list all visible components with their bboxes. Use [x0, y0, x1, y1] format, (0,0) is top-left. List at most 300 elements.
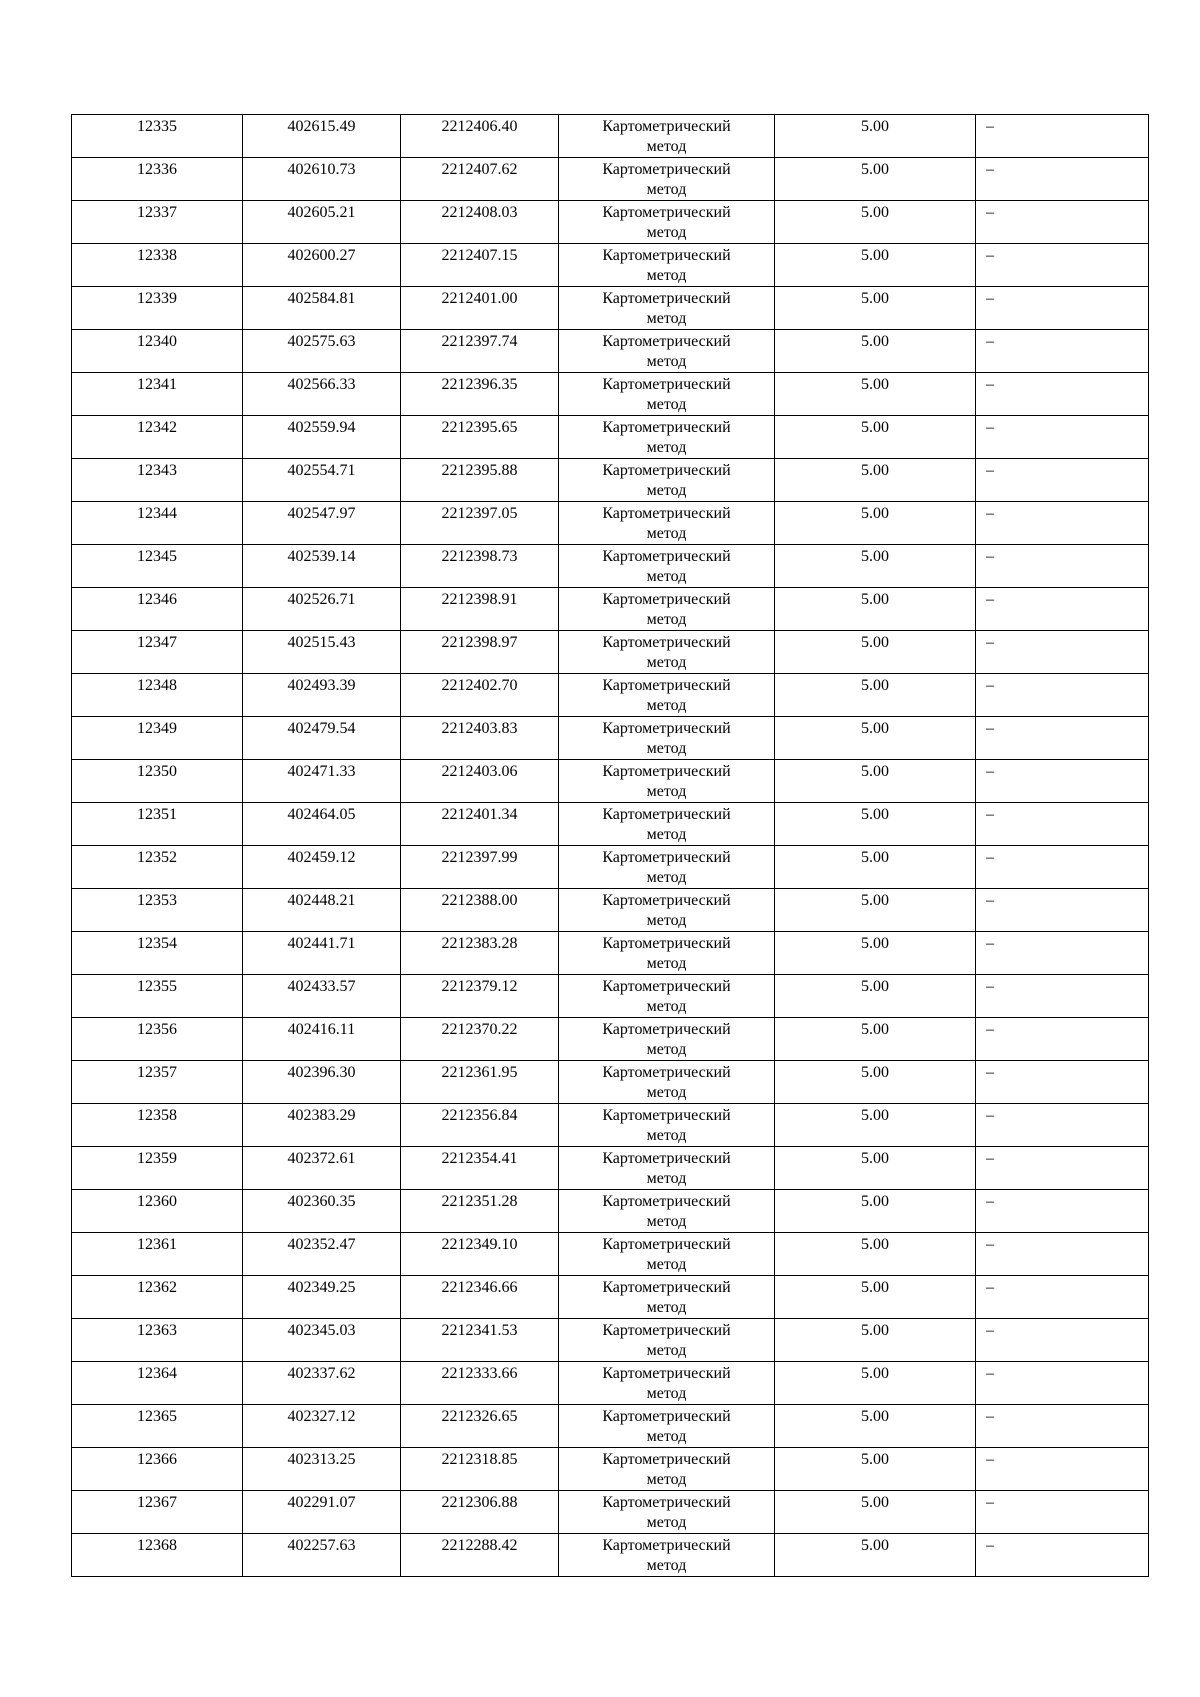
x-coordinate-cell: 402327.12 — [243, 1405, 401, 1448]
point-number-cell: 12360 — [72, 1190, 243, 1233]
method-cell — [559, 373, 775, 416]
note-cell: – — [976, 1190, 1149, 1233]
note-cell: – — [976, 1534, 1149, 1577]
accuracy-cell: 5.00 — [775, 1147, 976, 1190]
method-text-line: Картометрический — [602, 290, 731, 307]
y-coordinate-cell: 2212401.34 — [401, 803, 559, 846]
accuracy-cell: 5.00 — [775, 1448, 976, 1491]
y-coordinate-cell: 2212402.70 — [401, 674, 559, 717]
y-coordinate-cell: 2212354.41 — [401, 1147, 559, 1190]
method-text-line: Картометрический — [602, 1236, 731, 1253]
method-cell — [559, 889, 775, 932]
point-number-cell: 12339 — [72, 287, 243, 330]
y-coordinate-cell: 2212379.12 — [401, 975, 559, 1018]
note-cell: – — [976, 287, 1149, 330]
method-text-line: метод — [646, 353, 687, 370]
method-text-line: метод — [646, 998, 687, 1015]
note-cell: – — [976, 717, 1149, 760]
method-text-line: метод — [646, 568, 687, 585]
table-row — [72, 889, 1149, 932]
y-coordinate-cell: 2212407.15 — [401, 244, 559, 287]
note-cell: – — [976, 502, 1149, 545]
method-text-line: Картометрический — [602, 1365, 731, 1382]
y-coordinate-cell: 2212396.35 — [401, 373, 559, 416]
y-coordinate-cell: 2212370.22 — [401, 1018, 559, 1061]
accuracy-cell: 5.00 — [775, 760, 976, 803]
x-coordinate-cell: 402615.49 — [243, 115, 401, 158]
x-coordinate-cell: 402441.71 — [243, 932, 401, 975]
note-cell: – — [976, 1362, 1149, 1405]
note-cell: – — [976, 631, 1149, 674]
table-row — [72, 287, 1149, 330]
note-cell: – — [976, 1147, 1149, 1190]
accuracy-cell: 5.00 — [775, 1018, 976, 1061]
table-row — [72, 1405, 1149, 1448]
x-coordinate-cell: 402559.94 — [243, 416, 401, 459]
point-number-cell: 12363 — [72, 1319, 243, 1362]
method-text-line: Картометрический — [602, 118, 731, 135]
accuracy-cell: 5.00 — [775, 674, 976, 717]
note-cell: – — [976, 846, 1149, 889]
point-number-cell: 12335 — [72, 115, 243, 158]
method-text-line: метод — [646, 611, 687, 628]
method-cell — [559, 459, 775, 502]
point-number-cell: 12341 — [72, 373, 243, 416]
point-number-cell: 12347 — [72, 631, 243, 674]
table-row — [72, 1276, 1149, 1319]
method-cell — [559, 631, 775, 674]
method-text-line: Картометрический — [602, 677, 731, 694]
y-coordinate-cell: 2212395.65 — [401, 416, 559, 459]
method-text-line: Картометрический — [602, 806, 731, 823]
accuracy-cell: 5.00 — [775, 588, 976, 631]
y-coordinate-cell: 2212397.99 — [401, 846, 559, 889]
point-number-cell: 12367 — [72, 1491, 243, 1534]
x-coordinate-cell: 402416.11 — [243, 1018, 401, 1061]
x-coordinate-cell: 402479.54 — [243, 717, 401, 760]
y-coordinate-cell: 2212326.65 — [401, 1405, 559, 1448]
method-text-line: Картометрический — [602, 462, 731, 479]
method-text-line: Картометрический — [602, 1494, 731, 1511]
point-number-cell: 12343 — [72, 459, 243, 502]
accuracy-cell: 5.00 — [775, 459, 976, 502]
coordinates-table — [71, 114, 1149, 1577]
accuracy-cell: 5.00 — [775, 158, 976, 201]
method-cell — [559, 1233, 775, 1276]
note-cell: – — [976, 975, 1149, 1018]
y-coordinate-cell: 2212408.03 — [401, 201, 559, 244]
x-coordinate-cell: 402433.57 — [243, 975, 401, 1018]
method-cell — [559, 502, 775, 545]
method-text-line: метод — [646, 912, 687, 929]
note-cell: – — [976, 674, 1149, 717]
x-coordinate-cell: 402372.61 — [243, 1147, 401, 1190]
table-row — [72, 1319, 1149, 1362]
point-number-cell: 12346 — [72, 588, 243, 631]
method-cell — [559, 1104, 775, 1147]
note-cell: – — [976, 373, 1149, 416]
method-text-line: метод — [646, 1342, 687, 1359]
method-cell — [559, 158, 775, 201]
point-number-cell: 12364 — [72, 1362, 243, 1405]
note-cell: – — [976, 115, 1149, 158]
method-text-line: метод — [646, 138, 687, 155]
x-coordinate-cell: 402349.25 — [243, 1276, 401, 1319]
note-cell: – — [976, 1061, 1149, 1104]
method-text-line: метод — [646, 482, 687, 499]
method-text-line: метод — [646, 1299, 687, 1316]
table-row — [72, 545, 1149, 588]
accuracy-cell: 5.00 — [775, 1233, 976, 1276]
coordinates-table-body — [72, 115, 1149, 1577]
note-cell: – — [976, 588, 1149, 631]
table-row — [72, 1190, 1149, 1233]
x-coordinate-cell: 402526.71 — [243, 588, 401, 631]
method-text-line: Картометрический — [602, 1021, 731, 1038]
method-text-line: метод — [646, 697, 687, 714]
method-text-line: метод — [646, 869, 687, 886]
method-text-line: Картометрический — [602, 591, 731, 608]
note-cell: – — [976, 1491, 1149, 1534]
method-cell — [559, 846, 775, 889]
x-coordinate-cell: 402352.47 — [243, 1233, 401, 1276]
method-cell — [559, 1491, 775, 1534]
x-coordinate-cell: 402584.81 — [243, 287, 401, 330]
method-cell — [559, 1276, 775, 1319]
accuracy-cell: 5.00 — [775, 631, 976, 674]
method-text-line: метод — [646, 1385, 687, 1402]
table-row — [72, 459, 1149, 502]
accuracy-cell: 5.00 — [775, 244, 976, 287]
table-row — [72, 158, 1149, 201]
table-row — [72, 588, 1149, 631]
y-coordinate-cell: 2212318.85 — [401, 1448, 559, 1491]
x-coordinate-cell: 402360.35 — [243, 1190, 401, 1233]
point-number-cell: 12359 — [72, 1147, 243, 1190]
method-cell — [559, 330, 775, 373]
method-text-line: метод — [646, 525, 687, 542]
accuracy-cell: 5.00 — [775, 115, 976, 158]
y-coordinate-cell: 2212398.91 — [401, 588, 559, 631]
document-page — [71, 114, 1148, 1577]
note-cell: – — [976, 459, 1149, 502]
point-number-cell: 12352 — [72, 846, 243, 889]
method-cell — [559, 1061, 775, 1104]
method-cell — [559, 201, 775, 244]
note-cell: – — [976, 244, 1149, 287]
x-coordinate-cell: 402605.21 — [243, 201, 401, 244]
method-text-line: Картометрический — [602, 204, 731, 221]
table-row — [72, 1233, 1149, 1276]
y-coordinate-cell: 2212388.00 — [401, 889, 559, 932]
method-cell — [559, 1319, 775, 1362]
method-cell — [559, 674, 775, 717]
method-text-line: метод — [646, 396, 687, 413]
table-row — [72, 631, 1149, 674]
x-coordinate-cell: 402515.43 — [243, 631, 401, 674]
x-coordinate-cell: 402383.29 — [243, 1104, 401, 1147]
table-row — [72, 1362, 1149, 1405]
note-cell: – — [976, 201, 1149, 244]
point-number-cell: 12357 — [72, 1061, 243, 1104]
point-number-cell: 12361 — [72, 1233, 243, 1276]
y-coordinate-cell: 2212351.28 — [401, 1190, 559, 1233]
y-coordinate-cell: 2212288.42 — [401, 1534, 559, 1577]
point-number-cell: 12337 — [72, 201, 243, 244]
method-text-line: метод — [646, 1428, 687, 1445]
accuracy-cell: 5.00 — [775, 1276, 976, 1319]
method-text-line: метод — [646, 654, 687, 671]
y-coordinate-cell: 2212306.88 — [401, 1491, 559, 1534]
method-text-line: Картометрический — [602, 849, 731, 866]
point-number-cell: 12348 — [72, 674, 243, 717]
method-text-line: Картометрический — [602, 419, 731, 436]
method-text-line: метод — [646, 1127, 687, 1144]
y-coordinate-cell: 2212383.28 — [401, 932, 559, 975]
method-text-line: метод — [646, 1170, 687, 1187]
accuracy-cell: 5.00 — [775, 1104, 976, 1147]
point-number-cell: 12349 — [72, 717, 243, 760]
method-text-line: Картометрический — [602, 1451, 731, 1468]
method-text-line: Картометрический — [602, 1408, 731, 1425]
y-coordinate-cell: 2212361.95 — [401, 1061, 559, 1104]
method-text-line: Картометрический — [602, 892, 731, 909]
method-cell — [559, 932, 775, 975]
x-coordinate-cell: 402471.33 — [243, 760, 401, 803]
x-coordinate-cell: 402337.62 — [243, 1362, 401, 1405]
method-text-line: метод — [646, 955, 687, 972]
method-cell — [559, 244, 775, 287]
point-number-cell: 12353 — [72, 889, 243, 932]
x-coordinate-cell: 402566.33 — [243, 373, 401, 416]
accuracy-cell: 5.00 — [775, 1534, 976, 1577]
method-text-line: метод — [646, 1514, 687, 1531]
x-coordinate-cell: 402345.03 — [243, 1319, 401, 1362]
y-coordinate-cell: 2212346.66 — [401, 1276, 559, 1319]
method-cell — [559, 115, 775, 158]
y-coordinate-cell: 2212349.10 — [401, 1233, 559, 1276]
method-text-line: метод — [646, 267, 687, 284]
accuracy-cell: 5.00 — [775, 287, 976, 330]
table-row — [72, 932, 1149, 975]
accuracy-cell: 5.00 — [775, 201, 976, 244]
note-cell: – — [976, 416, 1149, 459]
method-cell — [559, 1448, 775, 1491]
point-number-cell: 12351 — [72, 803, 243, 846]
accuracy-cell: 5.00 — [775, 502, 976, 545]
table-row — [72, 1448, 1149, 1491]
note-cell: – — [976, 760, 1149, 803]
note-cell: – — [976, 1018, 1149, 1061]
note-cell: – — [976, 889, 1149, 932]
method-text-line: метод — [646, 1557, 687, 1574]
table-row — [72, 717, 1149, 760]
table-row — [72, 803, 1149, 846]
point-number-cell: 12354 — [72, 932, 243, 975]
method-cell — [559, 545, 775, 588]
point-number-cell: 12344 — [72, 502, 243, 545]
x-coordinate-cell: 402610.73 — [243, 158, 401, 201]
y-coordinate-cell: 2212398.97 — [401, 631, 559, 674]
accuracy-cell: 5.00 — [775, 545, 976, 588]
table-row — [72, 373, 1149, 416]
y-coordinate-cell: 2212333.66 — [401, 1362, 559, 1405]
y-coordinate-cell: 2212397.74 — [401, 330, 559, 373]
method-cell — [559, 1534, 775, 1577]
method-text-line: Картометрический — [602, 634, 731, 651]
method-cell — [559, 287, 775, 330]
table-row — [72, 846, 1149, 889]
method-cell — [559, 1405, 775, 1448]
point-number-cell: 12356 — [72, 1018, 243, 1061]
y-coordinate-cell: 2212403.83 — [401, 717, 559, 760]
table-row — [72, 760, 1149, 803]
method-text-line: метод — [646, 310, 687, 327]
table-row — [72, 674, 1149, 717]
y-coordinate-cell: 2212356.84 — [401, 1104, 559, 1147]
method-text-line: Картометрический — [602, 720, 731, 737]
method-text-line: Картометрический — [602, 1193, 731, 1210]
method-cell — [559, 803, 775, 846]
accuracy-cell: 5.00 — [775, 1061, 976, 1104]
method-cell — [559, 1362, 775, 1405]
table-row — [72, 330, 1149, 373]
point-number-cell: 12342 — [72, 416, 243, 459]
table-row — [72, 1147, 1149, 1190]
x-coordinate-cell: 402539.14 — [243, 545, 401, 588]
x-coordinate-cell: 402464.05 — [243, 803, 401, 846]
method-cell — [559, 1018, 775, 1061]
method-cell — [559, 975, 775, 1018]
table-row — [72, 1534, 1149, 1577]
x-coordinate-cell: 402554.71 — [243, 459, 401, 502]
point-number-cell: 12358 — [72, 1104, 243, 1147]
method-cell — [559, 1147, 775, 1190]
x-coordinate-cell: 402600.27 — [243, 244, 401, 287]
point-number-cell: 12336 — [72, 158, 243, 201]
point-number-cell: 12345 — [72, 545, 243, 588]
x-coordinate-cell: 402575.63 — [243, 330, 401, 373]
table-row — [72, 1104, 1149, 1147]
x-coordinate-cell: 402493.39 — [243, 674, 401, 717]
note-cell: – — [976, 158, 1149, 201]
method-text-line: Картометрический — [602, 247, 731, 264]
method-text-line: метод — [646, 181, 687, 198]
method-cell — [559, 1190, 775, 1233]
y-coordinate-cell: 2212407.62 — [401, 158, 559, 201]
accuracy-cell: 5.00 — [775, 416, 976, 459]
y-coordinate-cell: 2212341.53 — [401, 1319, 559, 1362]
point-number-cell: 12350 — [72, 760, 243, 803]
method-text-line: Картометрический — [602, 1107, 731, 1124]
table-row — [72, 416, 1149, 459]
point-number-cell: 12362 — [72, 1276, 243, 1319]
table-row — [72, 1491, 1149, 1534]
point-number-cell: 12368 — [72, 1534, 243, 1577]
note-cell: – — [976, 1448, 1149, 1491]
method-text-line: Картометрический — [602, 1064, 731, 1081]
note-cell: – — [976, 1104, 1149, 1147]
method-text-line: метод — [646, 439, 687, 456]
y-coordinate-cell: 2212401.00 — [401, 287, 559, 330]
note-cell: – — [976, 1405, 1149, 1448]
method-cell — [559, 760, 775, 803]
note-cell: – — [976, 1319, 1149, 1362]
point-number-cell: 12340 — [72, 330, 243, 373]
accuracy-cell: 5.00 — [775, 373, 976, 416]
method-text-line: Картометрический — [602, 505, 731, 522]
method-text-line: Картометрический — [602, 763, 731, 780]
note-cell: – — [976, 1233, 1149, 1276]
y-coordinate-cell: 2212395.88 — [401, 459, 559, 502]
method-text-line: Картометрический — [602, 1279, 731, 1296]
method-text-line: метод — [646, 783, 687, 800]
table-row — [72, 244, 1149, 287]
note-cell: – — [976, 1276, 1149, 1319]
accuracy-cell: 5.00 — [775, 1405, 976, 1448]
method-cell — [559, 416, 775, 459]
point-number-cell: 12338 — [72, 244, 243, 287]
method-text-line: метод — [646, 1084, 687, 1101]
accuracy-cell: 5.00 — [775, 889, 976, 932]
y-coordinate-cell: 2212397.05 — [401, 502, 559, 545]
method-cell — [559, 588, 775, 631]
x-coordinate-cell: 402291.07 — [243, 1491, 401, 1534]
point-number-cell: 12355 — [72, 975, 243, 1018]
accuracy-cell: 5.00 — [775, 717, 976, 760]
x-coordinate-cell: 402396.30 — [243, 1061, 401, 1104]
x-coordinate-cell: 402313.25 — [243, 1448, 401, 1491]
table-row — [72, 1018, 1149, 1061]
x-coordinate-cell: 402257.63 — [243, 1534, 401, 1577]
method-text-line: Картометрический — [602, 1150, 731, 1167]
y-coordinate-cell: 2212406.40 — [401, 115, 559, 158]
accuracy-cell: 5.00 — [775, 932, 976, 975]
accuracy-cell: 5.00 — [775, 1362, 976, 1405]
x-coordinate-cell: 402547.97 — [243, 502, 401, 545]
accuracy-cell: 5.00 — [775, 975, 976, 1018]
method-text-line: Картометрический — [602, 1537, 731, 1554]
note-cell: – — [976, 330, 1149, 373]
method-text-line: Картометрический — [602, 548, 731, 565]
method-text-line: Картометрический — [602, 978, 731, 995]
method-text-line: метод — [646, 826, 687, 843]
method-text-line: метод — [646, 1256, 687, 1273]
method-text-line: Картометрический — [602, 376, 731, 393]
x-coordinate-cell: 402448.21 — [243, 889, 401, 932]
x-coordinate-cell: 402459.12 — [243, 846, 401, 889]
note-cell: – — [976, 932, 1149, 975]
method-text-line: метод — [646, 1213, 687, 1230]
method-text-line: метод — [646, 1041, 687, 1058]
table-row — [72, 201, 1149, 244]
method-text-line: Картометрический — [602, 1322, 731, 1339]
y-coordinate-cell: 2212398.73 — [401, 545, 559, 588]
method-text-line: метод — [646, 1471, 687, 1488]
table-row — [72, 115, 1149, 158]
accuracy-cell: 5.00 — [775, 1190, 976, 1233]
table-row — [72, 1061, 1149, 1104]
note-cell: – — [976, 803, 1149, 846]
method-text-line: Картометрический — [602, 333, 731, 350]
table-row — [72, 502, 1149, 545]
method-cell — [559, 717, 775, 760]
method-text-line: метод — [646, 740, 687, 757]
table-row — [72, 975, 1149, 1018]
accuracy-cell: 5.00 — [775, 803, 976, 846]
accuracy-cell: 5.00 — [775, 1319, 976, 1362]
y-coordinate-cell: 2212403.06 — [401, 760, 559, 803]
